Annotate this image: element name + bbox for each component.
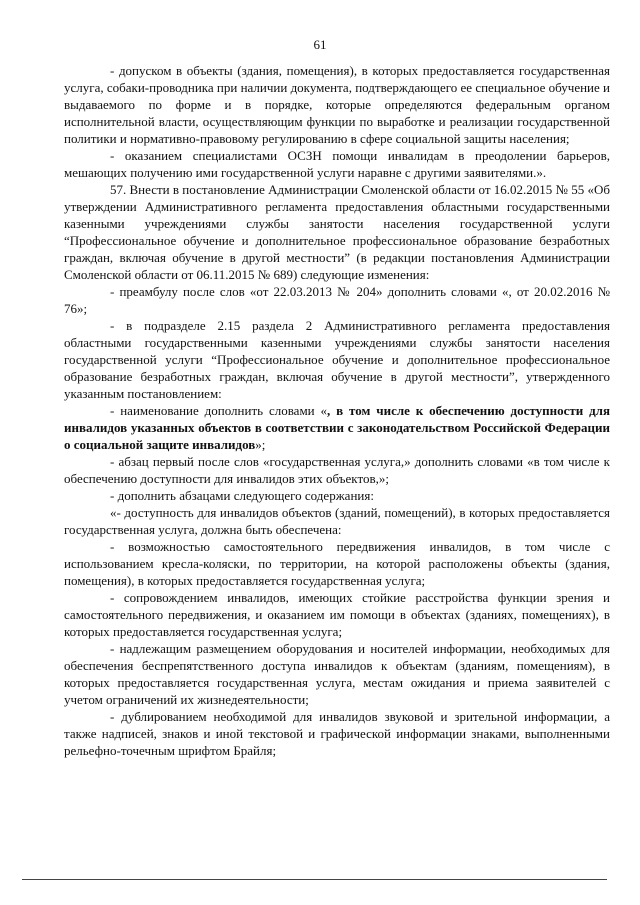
paragraph: - сопровождением инвалидов, имеющих стойкие расстройства функции зрения и самостоятельного передвижения, и оказанием им помощи в объектах (зданиях, помещениях), в которых предоставляется государственная услуга;	[64, 590, 610, 639]
paragraph: - в подразделе 2.15 раздела 2 Административного регламента предоставления областными государственными казенными учреждениями службы занятости населения государственной услуги “Профессиональное обучение и дополнительное профессиональное образование безработных граждан, включая обучение в другой местности”, утвержденного указанным постановлением:	[64, 318, 610, 401]
paragraph: «- доступность для инвалидов объектов (зданий, помещений), в которых предоставляется государственная услуга, должна быть обеспечена:	[64, 505, 610, 537]
page-number: 61	[313, 37, 327, 52]
paragraph-with-bold-insert	[64, 402, 610, 453]
paragraph: - допуском в объекты (здания, помещения), в которых предоставляется государственная услуга, собаки-проводника при наличии документа, подтверждающего ее специальное обучение и выдаваемого по форме и в порядке, которые определяются федеральным органом исполнительной власти, осуществляющим функции по выработке и реализации государственной политики и нормативно-правовому регулированию в сфере социальной защиты населения;	[64, 63, 610, 146]
paragraph: - оказанием специалистами ОСЗН помощи инвалидам в преодолении барьеров, мешающих получению ими государственной услуги наравне с другими заявителями.».	[64, 148, 610, 180]
paragraph: - возможностью самостоятельного передвижения инвалидов, в том числе с использованием кресла-коляски, по территории, на которой расположены объекты (здания, помещения), в которых предоставляется государственная услуга;	[64, 539, 610, 588]
paragraph-text: - наименование дополнить словами «	[110, 403, 328, 418]
paragraph: 57. Внести в постановление Администрации Смоленской области от 16.02.2015 № 55 «Об утверждении Административного регламента предоставления областными государственными казенными учреждениями службы занятости населения государственной услуги “Профессиональное обучение и дополнительное профессиональное образование безработных граждан, включая обучение в другой местности” (в редакции постановления Администрации Смоленской области от 06.11.2015 № 689) следующие изменения:	[64, 182, 610, 282]
paragraph: - надлежащим размещением оборудования и носителей информации, необходимых для обеспечения беспрепятственного доступа инвалидов к объектам (зданиям, помещениям), в которых предоставляется государственная услуга, местам ожидания и приема заявителей с учетом ограничений их жизнедеятельности;	[64, 641, 610, 707]
document-body	[64, 62, 610, 759]
bold-insert-text: , в том числе к обеспечению доступности для инвалидов указанных объектов в соответствии с законодательством Российской Федерации о социальной защите инвалидов	[64, 403, 610, 452]
page-bottom-rule	[22, 879, 607, 880]
paragraph: - дополнить абзацами следующего содержания:	[110, 488, 374, 503]
paragraph: - дублированием необходимой для инвалидов звуковой и зрительной информации, а также надписей, знаков и иной текстовой и графической информации знаками, выполненными рельефно-точечным шрифтом Брайля;	[64, 709, 610, 758]
paragraph: - абзац первый после слов «государственная услуга,» дополнить словами «в том числе к обеспечению доступности для инвалидов этих объектов,»;	[64, 454, 610, 486]
paragraph: - преамбулу после слов «от 22.03.2013 № 204» дополнить словами «, от 20.02.2016 № 76»;	[64, 284, 610, 316]
paragraph-text: »;	[255, 437, 266, 452]
